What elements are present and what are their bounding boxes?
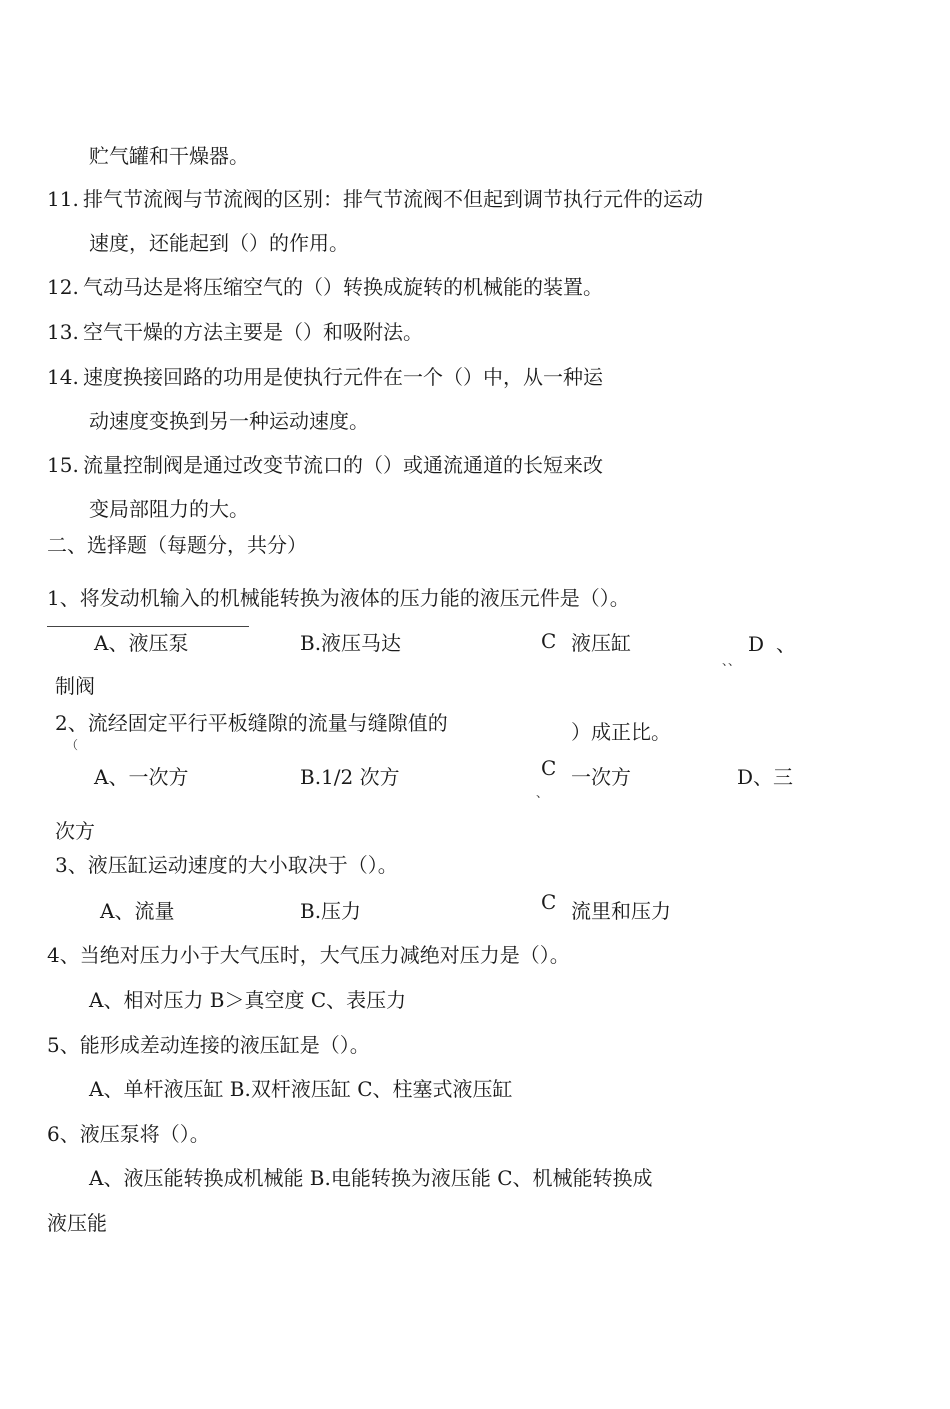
question-number: 11. <box>47 187 79 211</box>
q2-option-c-mark: 、 <box>536 786 549 800</box>
q2-option-d: D、三 <box>737 765 794 789</box>
q1-option-b: B.液压马达 <box>300 631 402 655</box>
section-heading: 二、选择题（每题分，共分） <box>47 533 307 557</box>
question-11 <box>47 187 703 211</box>
choice-question-2-stem: 2、流经固定平行平板缝隙的流量与缝隙值的 <box>55 711 448 735</box>
choice-question-1-stem: 1、将发动机输入的机械能转换为液体的压力能的液压元件是（）。 <box>47 586 630 610</box>
q6-options: A、液压能转换成机械能 B.电能转换为液压能 C、机械能转换成 <box>89 1166 653 1190</box>
q2-stem-bracket-mark: （ <box>66 738 79 752</box>
choice-question-2-stem-end: ）成正比。 <box>571 720 671 744</box>
question-text: 空气干燥的方法主要是（）和吸附法。 <box>83 320 423 344</box>
q3-option-b: B.压力 <box>300 899 362 923</box>
question-15 <box>47 453 603 477</box>
question-text: 排气节流阀与节流阀的区别：排气节流阀不但起到调节执行元件的运动 <box>83 187 703 211</box>
q1-option-mark: 、、 <box>722 654 741 668</box>
question-number: 15. <box>47 453 79 477</box>
question-text: 速度换接回路的功用是使执行元件在一个（）中，从一种运 <box>83 365 603 389</box>
choice-question-5-stem: 5、能形成差动连接的液压缸是（）。 <box>47 1033 370 1057</box>
q2-option-c-text: 一次方 <box>571 765 631 789</box>
question-text: 气动马达是将压缩空气的（）转换成旋转的机械能的装置。 <box>83 275 603 299</box>
question-14 <box>47 365 603 389</box>
q1-option-d-separator: 、 <box>776 632 796 656</box>
q3-option-a: A、流量 <box>100 899 175 923</box>
q1-option-c-text: 液压缸 <box>571 631 631 655</box>
q2-option-b: B.1/2 次方 <box>300 765 400 789</box>
question-13 <box>47 320 423 344</box>
question-14-line2: 动速度变换到另一种运动速度。 <box>89 409 369 433</box>
q1-option-d-letter: D <box>748 632 765 656</box>
question-15-line2: 变局部阻力的大。 <box>89 497 249 521</box>
choice-question-4-stem: 4、当绝对压力小于大气压时，大气压力减绝对压力是（）。 <box>47 943 570 967</box>
question-11-line2: 速度，还能起到（）的作用。 <box>89 231 349 255</box>
q2-option-d-continuation: 次方 <box>55 819 95 843</box>
q4-options: A、相对压力 B＞真空度 C、表压力 <box>89 988 407 1012</box>
divider-line <box>47 626 249 627</box>
question-number: 12. <box>47 275 79 299</box>
q3-option-c-letter: C <box>541 890 557 914</box>
question-12 <box>47 275 603 299</box>
question-number: 13. <box>47 320 79 344</box>
q1-option-a: A、液压泵 <box>94 631 189 655</box>
continuation-text: 贮气罐和干燥器。 <box>89 144 249 168</box>
q1-option-c-letter: C <box>541 629 557 653</box>
q1-option-d-continuation: 制阀 <box>55 674 95 698</box>
q6-options-continuation: 液压能 <box>47 1211 107 1235</box>
q2-option-c-letter: C <box>541 756 557 780</box>
q5-options: A、单杆液压缸 B.双杆液压缸 C、柱塞式液压缸 <box>89 1077 513 1101</box>
choice-question-3-stem: 3、液压缸运动速度的大小取决于（）。 <box>55 853 398 877</box>
q2-option-a: A、一次方 <box>94 765 189 789</box>
choice-question-6-stem: 6、液压泵将（）。 <box>47 1122 210 1146</box>
question-number: 14. <box>47 365 79 389</box>
q3-option-c-text: 流里和压力 <box>571 899 671 923</box>
question-text: 流量控制阀是通过改变节流口的（）或通流通道的长短来改 <box>83 453 603 477</box>
